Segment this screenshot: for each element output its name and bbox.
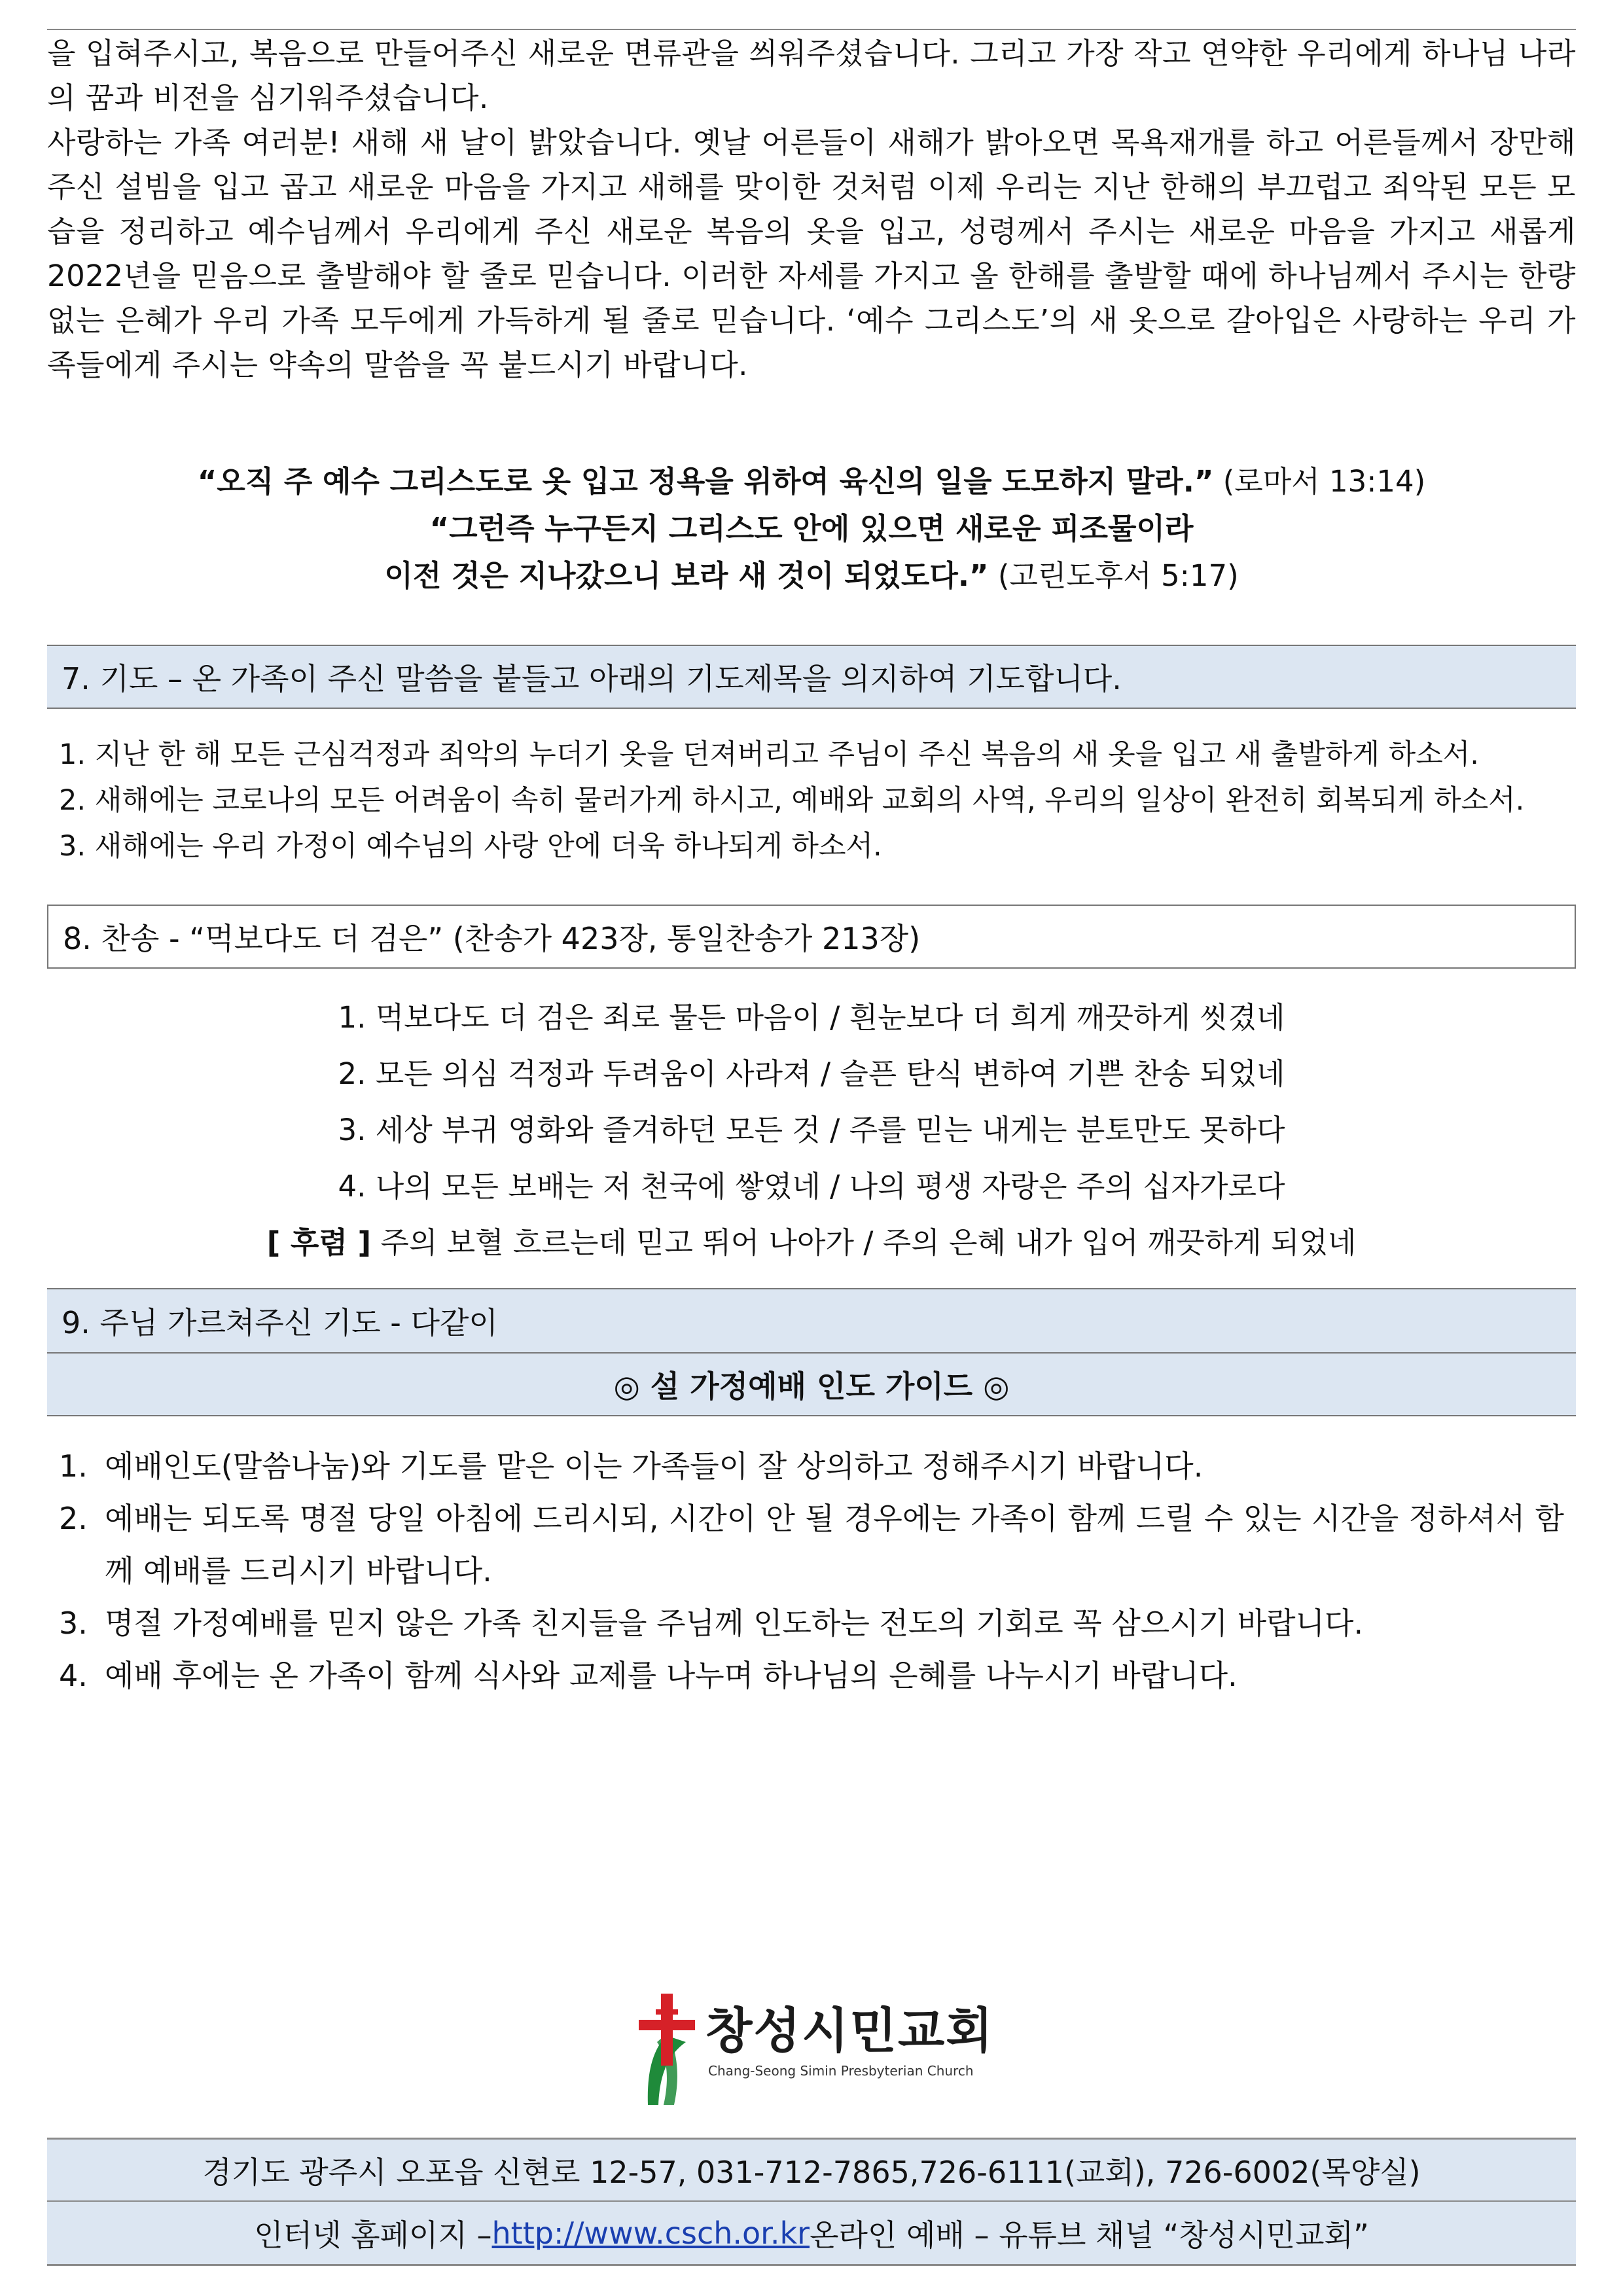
hymn-verse: 3. 세상 부귀 영화와 즐겨하던 모든 것 / 주를 믿는 내게는 분토만도 못하다	[338, 1113, 1285, 1147]
hymn-verse: 4. 나의 모든 보배는 저 천국에 쌓였네 / 나의 평생 자랑은 주의 십자가로다	[338, 1169, 1285, 1204]
church-logo	[628, 1990, 1047, 2108]
prayer-list	[59, 732, 1564, 869]
quote-romans-ref: (로마서 13:14)	[1213, 464, 1426, 499]
guide-title: ◎ 설 가정예배 인도 가이드 ◎	[613, 1369, 1010, 1404]
hymn-chorus	[47, 1215, 1576, 1271]
prayer-item: 2. 새해에는 코로나의 모든 어려움이 속히 물러가게 하시고, 예배와 교회의 사역, 우리의 일상이 완전히 회복되게 하소서.	[59, 784, 1525, 817]
guide-item-number: 4.	[59, 1658, 88, 1693]
intro-text	[47, 31, 1576, 387]
church-name: 창성시민교회	[705, 2003, 994, 2059]
quote-romans-text: “오직 주 예수 그리스도로 옷 입고 정욕을 위하여 육신의 일을 도모하지 말라.”	[197, 464, 1214, 499]
guide-header	[47, 1352, 1576, 1416]
intro-paragraph-2: 사랑하는 가족 여러분! 새해 새 날이 밝았습니다. 옛날 어른들이 새해가 밝아오면 목욕재개를 하고 어른들께서 장만해 주신 설빔을 입고 곱고 새로운 마음을 가지고 새해를 맞이한 것처럼 이제 우리는 지난 한해의 부끄럽고 죄악된 모든 모습을 정리하고 예수님께서 우리에게 주신 새로운 복음의 옷을 입고, 성령께서 주시는 새로운 마음을 가지고 새롭게 2022년을 믿음으로 출발해야 할 줄로 믿습니다. 이러한 자세를 가지고 올 한해를 출발할 때에 하나님께서 주시는 한량없는 은혜가 우리 가족 모두에게 가득하게 될 줄로 믿습니다. ‘예수 그리스도’의 새 옷으로 갈아입은 사랑하는 우리 가족들에게 주시는 약속의 말씀을 꼭 붙드시기 바랍니다.	[47, 125, 1576, 382]
guide-item	[59, 1597, 1564, 1649]
page	[47, 0, 1576, 2296]
guide-item-text: 명절 가정예배를 믿지 않은 가족 친지들을 주님께 인도하는 전도의 기회로 꼭 삼으시기 바랍니다.	[105, 1605, 1364, 1641]
section-8-header	[47, 905, 1576, 969]
hymn-verse: 2. 모든 의심 걱정과 두려움이 사라져 / 슬픈 탄식 변하여 기쁜 찬송 되었네	[338, 1056, 1285, 1091]
address-text: 경기도 광주시 오포읍 신현로 12-57, 031-712-7865,726-6111(교회), 726-6002(목양실)	[202, 2154, 1421, 2190]
guide-item-text: 예배는 되도록 명절 당일 아침에 드리시되, 시간이 안 될 경우에는 가족이 함께 드릴 수 있는 시간을 정하셔서 함께 예배를 드리시기 바랍니다.	[105, 1501, 1564, 1588]
intro-paragraph-1: 을 입혀주시고, 복음으로 만들어주신 새로운 면류관을 씌워주셨습니다. 그리고 가장 작고 연약한 우리에게 하나님 나라의 꿈과 비전을 심기워주셨습니다.	[47, 36, 1576, 115]
guide-item	[59, 1440, 1564, 1492]
prayer-item: 1. 지난 한 해 모든 근심걱정과 죄악의 누더기 옷을 던져버리고 주님이 주신 복음의 새 옷을 입고 새 출발하게 하소서.	[59, 738, 1479, 771]
section-9-header	[47, 1288, 1576, 1352]
cross-logo-icon	[628, 1990, 700, 2108]
section-9-title: 9. 주님 가르쳐주신 기도 - 다같이	[62, 1305, 498, 1340]
homepage-link[interactable]: http://www.csch.or.kr	[491, 2215, 810, 2251]
quote-corinthians-text-2: 이전 것은 지나갔으니 보라 새 것이 되었도다.”	[384, 558, 989, 593]
quote-corinthians-ref: (고린도후서 5:17)	[997, 558, 1239, 593]
prayer-item: 3. 새해에는 우리 가정이 예수님의 사랑 안에 더욱 하나되게 하소서.	[59, 830, 882, 863]
footer-links	[47, 2202, 1576, 2266]
section-7-title: 7. 기도 – 온 가족이 주신 말씀을 붙들고 아래의 기도제목을 의지하여 기도합니다.	[62, 661, 1122, 696]
guide-item-number: 2.	[59, 1501, 88, 1536]
top-divider	[47, 29, 1576, 30]
footer-address	[47, 2138, 1576, 2202]
guide-item	[59, 1492, 1564, 1597]
quote-corinthians-line1	[47, 505, 1576, 552]
quote-corinthians-text-1: “그런즉 누구든지 그리스도 안에 있으면 새로운 피조물이라	[429, 511, 1194, 546]
church-subtitle: Chang-Seong Simin Presbyterian Church	[708, 2063, 974, 2079]
guide-item-number: 1.	[59, 1448, 88, 1484]
section-7-header	[47, 645, 1576, 709]
online-worship-text: 온라인 예배 – 유튜브 채널 “창성시민교회”	[810, 2217, 1369, 2253]
homepage-label: 인터넷 홈페이지 –	[254, 2217, 492, 2253]
chorus-text: 주의 보혈 흐르는데 믿고 뛰어 나아가 / 주의 은혜 내가 입어 깨끗하게 되었네	[371, 1225, 1357, 1260]
chorus-label: [ 후렴 ]	[266, 1225, 372, 1260]
guide-item-number: 3.	[59, 1605, 88, 1641]
guide-item	[59, 1649, 1564, 1702]
hymn-lyrics	[47, 990, 1576, 1271]
quote-romans	[47, 458, 1576, 505]
scripture-quotes	[47, 458, 1576, 600]
guide-list	[59, 1440, 1564, 1702]
guide-item-text: 예배 후에는 온 가족이 함께 식사와 교제를 나누며 하나님의 은혜를 나누시기 바랍니다.	[105, 1658, 1238, 1693]
guide-item-text: 예배인도(말씀나눔)와 기도를 맡은 이는 가족들이 잘 상의하고 정해주시기 바랍니다.	[105, 1448, 1204, 1484]
hymn-verse: 1. 먹보다도 더 검은 죄로 물든 마음이 / 흰눈보다 더 희게 깨끗하게 씻겼네	[338, 1000, 1285, 1035]
section-8-title: 8. 찬송 - “먹보다도 더 검은” (찬송가 423장, 통일찬송가 213장)	[63, 921, 921, 956]
quote-corinthians-line2	[47, 552, 1576, 600]
